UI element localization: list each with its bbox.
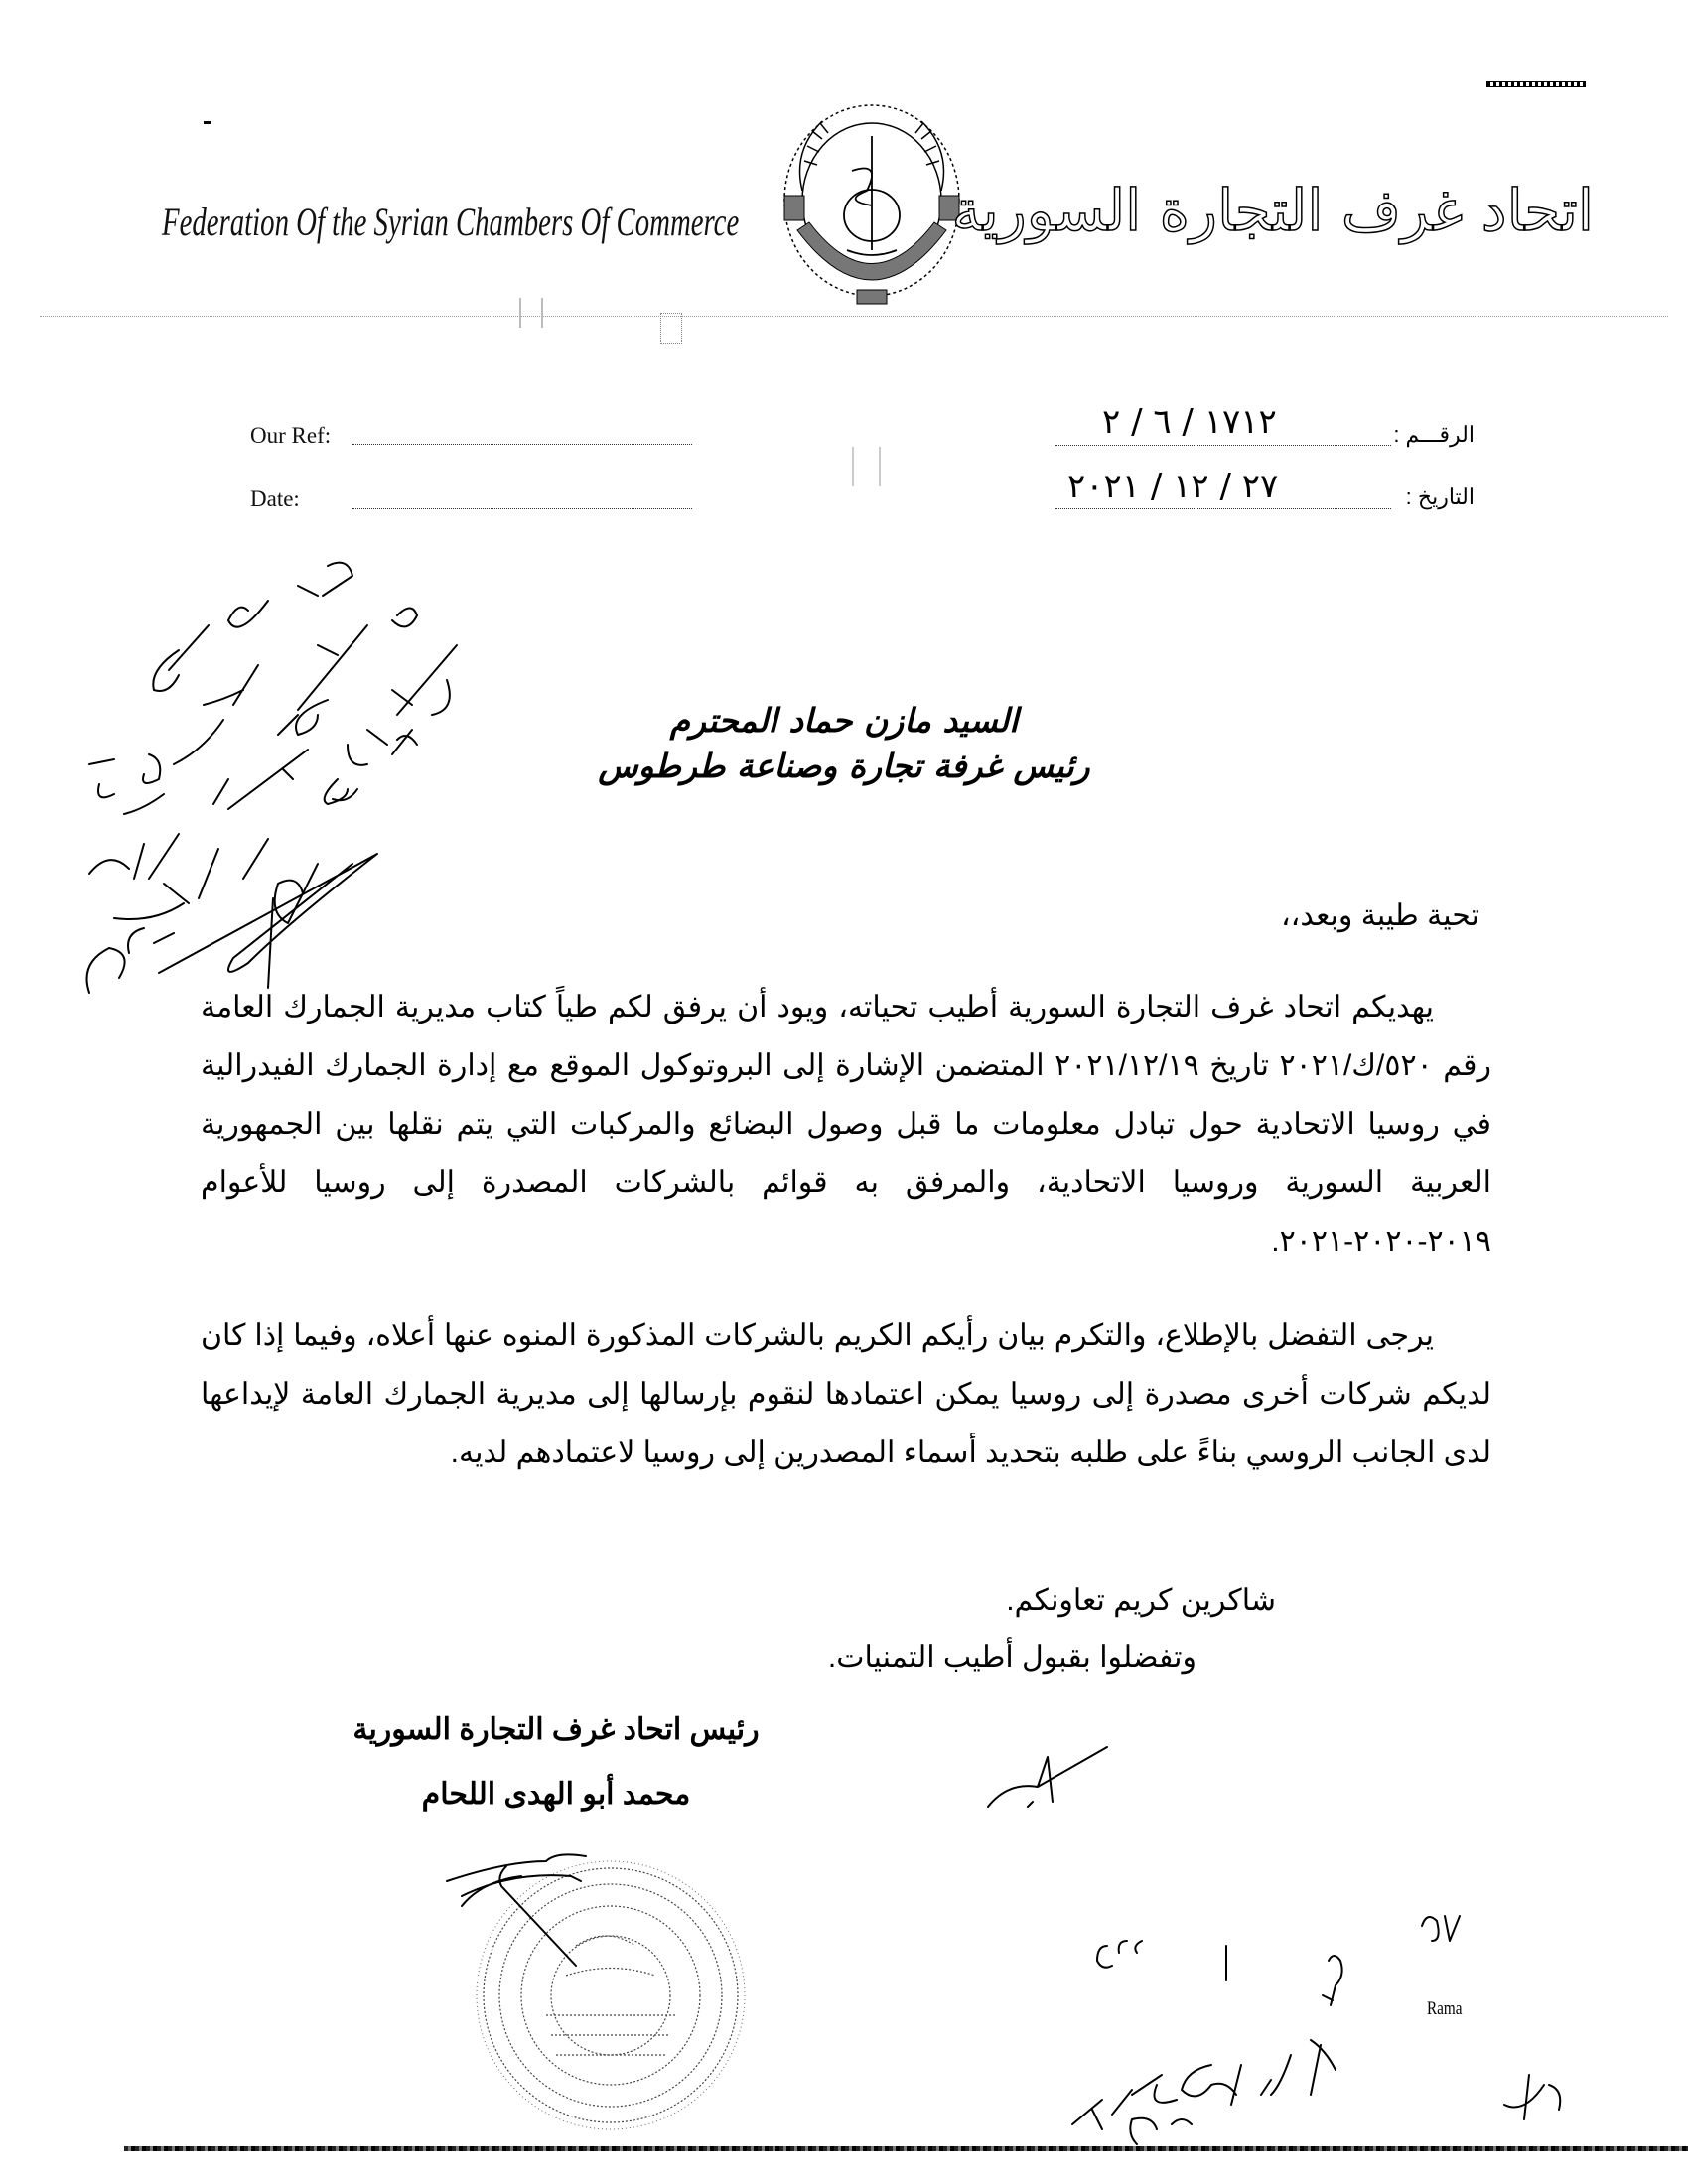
date-value: ٢٧ / ١٢ / ٢٠٢١	[1067, 467, 1279, 506]
our-ref-field	[352, 444, 692, 445]
initials-signature	[983, 1727, 1112, 1827]
date-label-ar: التاريخ :	[1405, 484, 1475, 509]
letter-body	[201, 978, 1491, 1482]
our-ref-label: Our Ref:	[250, 423, 332, 448]
signatory-name: محمد أبو الهدى اللحام	[421, 1778, 691, 1811]
letterhead-arabic-name: اتحاد غرف التجارة السورية	[951, 177, 1594, 244]
signatory-title: رئيس اتحاد غرف التجارة السورية	[352, 1713, 760, 1746]
number-label-ar: الرقـــم :	[1393, 422, 1475, 447]
header-divider	[40, 316, 1668, 317]
top-right-rule	[1486, 81, 1586, 87]
thanks-line: شاكرين كريم تعاونكم.	[1006, 1584, 1276, 1617]
scan-artifact	[660, 313, 682, 344]
scan-artifact	[852, 447, 854, 486]
paragraph-1: يهديكم اتحاد غرف التجارة السورية أطيب تحياته، ويود أن يرفق لكم طياً كتاب مديرية الجمارك العامة رقم ٥٢٠/ك/٢٠٢١ تاريخ ٢٠٢١/١٢/١٩ المتضمن الإشارة إلى البروتوكول الموقع مع إدارة الجمارك الفيدرالية في روسيا الاتحادية حول تبادل معلومات ما قبل وصول البضائع والمركبات التي يتم نقلها بين الجمهورية العربية السورية وروسيا الاتحادية، والمرفق به قوائم بالشركات المصدرة إلى روسيا للأعوام ٢٠١٩-٢٠٢٠-٢٠٢١.	[201, 991, 1492, 1258]
addressee-title: رئيس غرفة تجارة وصناعة طرطوس	[598, 747, 1090, 785]
scan-artifact	[519, 298, 521, 328]
number-field-ar	[1055, 445, 1391, 446]
greeting: تحية طيبة وبعد،،	[1280, 899, 1479, 932]
footer-rule	[124, 2146, 1688, 2151]
scan-artifact	[879, 447, 881, 486]
number-value: ١٧١٢ / ٦ / ٢	[1102, 402, 1277, 442]
letterhead-english-name: Federation Of the Syrian Chambers Of Commerce	[162, 200, 740, 244]
date-label: Date:	[250, 486, 300, 511]
federation-emblem-icon	[773, 101, 971, 310]
clerk-name-label: Rama	[1427, 1998, 1463, 2019]
handwritten-bottom-notes	[1053, 1846, 1589, 2154]
official-stamp	[427, 1827, 794, 2134]
scan-artifact	[541, 298, 543, 328]
addressee-name: السيد مازن حماد المحترم	[669, 701, 1019, 740]
paragraph-2: يرجى التفضل بالإطلاع، والتكرم بيان رأيكم الكريم بالشركات المذكورة المنوه عنها أعلاه، وفيما إذا كان لديكم شركات أخرى مصدرة إلى روسيا يمكن اعتمادها لنقوم بإرسالها إلى مديرية الجمارك العامة لإيداعها لدى الجانب الروسي بناءً على طلبه بتحديد أسماء المصدرين إلى روسيا لاعتمادهم لديه.	[201, 1319, 1491, 1469]
scan-mark	[204, 121, 211, 124]
date-field	[352, 508, 692, 509]
emblem-calligraphy	[844, 136, 900, 255]
date-field-ar	[1055, 508, 1391, 509]
regards-line: وتفضلوا بقبول أطيب التمنيات.	[827, 1641, 1196, 1674]
